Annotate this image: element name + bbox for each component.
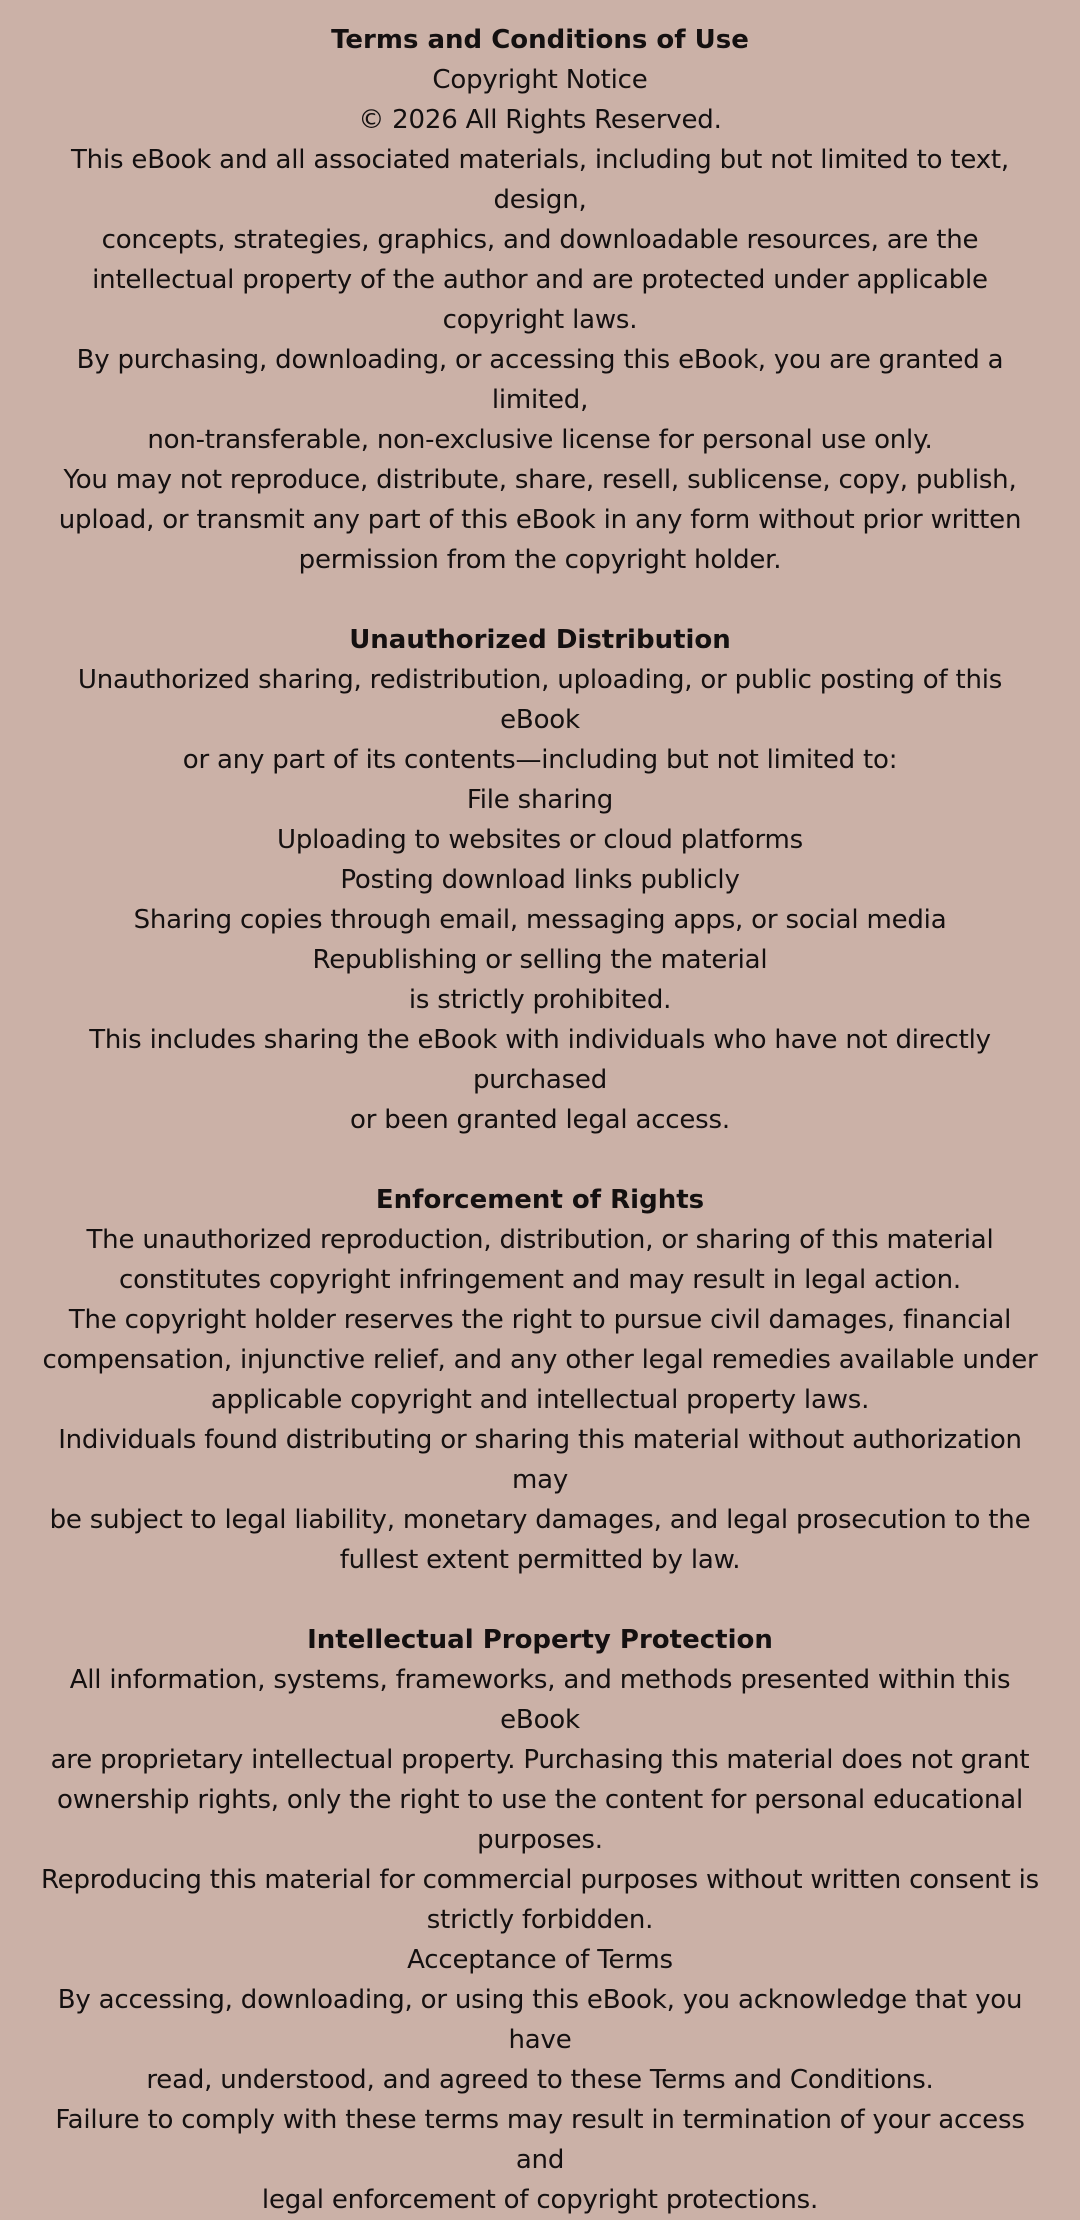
acceptance-heading: Acceptance of Terms [407, 1945, 673, 1975]
ip-heading: Intellectual Property Protection [307, 1625, 773, 1655]
copyright-line: © 2026 All Rights Reserved. [358, 105, 722, 135]
enforcement-line: be subject to legal liability, monetary damages, and legal prosecution to the [49, 1505, 1031, 1535]
ip-line: All information, systems, frameworks, and methods presented within this eBook [69, 1665, 1011, 1735]
distribution-list-item: Uploading to websites or cloud platforms [276, 825, 804, 855]
ip-line: purposes. [477, 1825, 603, 1855]
distribution-line: or any part of its contents—including but not limited to: [182, 745, 898, 775]
enforcement-line: constitutes copyright infringement and may result in legal action. [119, 1265, 961, 1295]
intro-line: By purchasing, downloading, or accessing this eBook, you are granted a limited, [76, 345, 1004, 415]
intro-line: permission from the copyright holder. [298, 545, 782, 575]
intro-line: non-transferable, non-exclusive license for personal use only. [147, 425, 933, 455]
intro-line: copyright laws. [442, 305, 638, 335]
enforcement-section [40, 1180, 1040, 1580]
intro-line: upload, or transmit any part of this eBook in any form without prior written [58, 505, 1022, 535]
enforcement-heading: Enforcement of Rights [375, 1185, 705, 1215]
distribution-list-item: Posting download links publicly [340, 865, 740, 895]
section-spacer [40, 1580, 1040, 1620]
ip-line: are proprietary intellectual property. Purchasing this material does not grant [50, 1745, 1030, 1775]
intro-section [40, 140, 1040, 580]
ip-line: ownership rights, only the right to use the content for personal educational [57, 1785, 1023, 1815]
enforcement-line: The unauthorized reproduction, distribution, or sharing of this material [86, 1225, 994, 1255]
section-spacer [40, 1140, 1040, 1180]
distribution-line: This includes sharing the eBook with individuals who have not directly purchased [89, 1025, 991, 1095]
ip-line: Failure to comply with these terms may result in termination of your access and [55, 2105, 1025, 2175]
section-spacer [40, 580, 1040, 620]
distribution-list-item: Republishing or selling the material [312, 945, 768, 975]
enforcement-line: Individuals found distributing or sharing this material without authorization may [58, 1425, 1022, 1495]
distribution-section [40, 620, 1040, 1140]
ip-section [40, 1620, 1040, 2220]
copyright-heading: Copyright Notice [432, 65, 648, 95]
distribution-list-item: Sharing copies through email, messaging apps, or social media [133, 905, 947, 935]
enforcement-line: applicable copyright and intellectual property laws. [210, 1385, 870, 1415]
intro-line: This eBook and all associated materials, including but not limited to text, design, [71, 145, 1009, 215]
ip-line: read, understood, and agreed to these Terms and Conditions. [146, 2065, 934, 2095]
ip-line: Reproducing this material for commercial purposes without written consent is [40, 1865, 1040, 1895]
distribution-list-item: File sharing [466, 785, 614, 815]
intro-line: intellectual property of the author and are protected under applicable [92, 265, 988, 295]
intro-line: You may not reproduce, distribute, share, resell, sublicense, copy, publish, [63, 465, 1017, 495]
enforcement-line: fullest extent permitted by law. [339, 1545, 741, 1575]
distribution-heading: Unauthorized Distribution [349, 625, 731, 655]
document-title: Terms and Conditions of Use [331, 25, 749, 55]
enforcement-line: compensation, injunctive relief, and any other legal remedies available under [42, 1345, 1038, 1375]
ip-line: By accessing, downloading, or using this eBook, you acknowledge that you have [57, 1985, 1023, 2055]
enforcement-line: The copyright holder reserves the right to pursue civil damages, financial [68, 1305, 1012, 1335]
distribution-line: or been granted legal access. [350, 1105, 730, 1135]
ip-line: strictly forbidden. [426, 1905, 654, 1935]
distribution-line: Unauthorized sharing, redistribution, uploading, or public posting of this eBook [77, 665, 1003, 735]
ip-line: legal enforcement of copyright protections. [261, 2185, 819, 2215]
distribution-line: is strictly prohibited. [408, 985, 672, 1015]
intro-line: concepts, strategies, graphics, and downloadable resources, are the [101, 225, 979, 255]
